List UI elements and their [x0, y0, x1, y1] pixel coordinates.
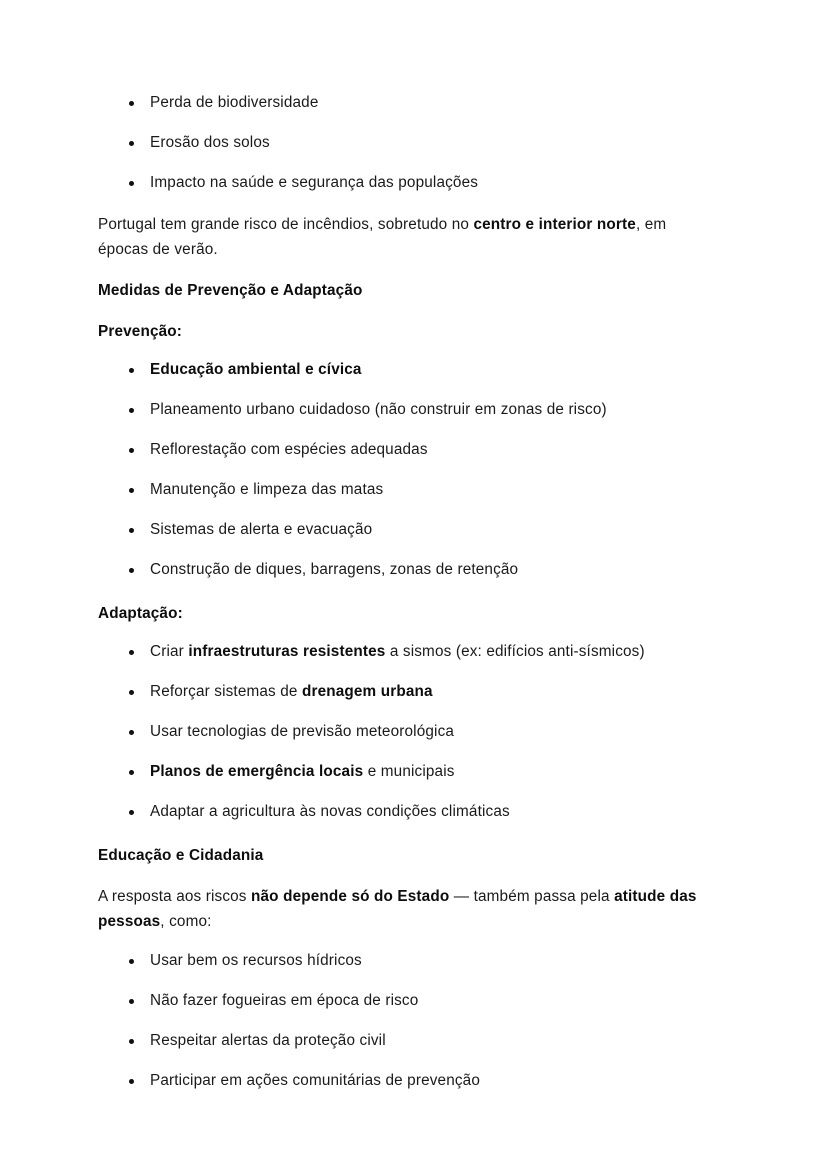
portugal-risk-paragraph [98, 212, 712, 262]
list-item [98, 399, 712, 421]
paragraph-text-part3: , como: [160, 913, 212, 930]
heading-measures: Medidas de Prevenção e Adaptação [98, 282, 363, 299]
bullet-icon [129, 1079, 134, 1084]
spacer [98, 581, 712, 601]
spacer [98, 823, 712, 843]
list-item [98, 132, 712, 154]
spacer [98, 194, 712, 212]
list-item [98, 519, 712, 541]
paragraph-text-part2: , em épocas de verão. [98, 216, 667, 258]
bullet-icon [129, 730, 134, 735]
list-item [98, 1030, 712, 1052]
list-item [98, 439, 712, 461]
list-item [98, 479, 712, 501]
spacer [98, 303, 712, 319]
list-item [98, 559, 712, 581]
list-item-label: Respeitar alertas da proteção civil [150, 1032, 386, 1049]
list-item-prefix: Criar [150, 643, 189, 660]
list-item [98, 641, 712, 663]
heading-prevention: Prevenção: [98, 323, 183, 340]
list-item-label: Planeamento urbano cuidadoso (não construir em zonas de risco) [150, 401, 607, 418]
list-item-label: Não fazer fogueiras em época de risco [150, 992, 419, 1009]
list-item-bold: infraestruturas resistentes [188, 643, 386, 660]
paragraph-text-part2: — também passa pela [449, 888, 615, 905]
bullet-icon [129, 810, 134, 815]
list-item-bold: Educação ambiental e cívica [150, 361, 362, 378]
prevention-list [98, 359, 712, 581]
spacer [98, 626, 712, 641]
spacer [98, 868, 712, 884]
bullet-icon [129, 181, 134, 186]
bullet-icon [129, 690, 134, 695]
spacer [98, 344, 712, 359]
list-item-label: Sistemas de alerta e evacuação [150, 521, 373, 538]
list-item-suffix: e municipais [363, 763, 455, 780]
bullet-icon [129, 999, 134, 1004]
list-item [98, 950, 712, 972]
list-item-label: Manutenção e limpeza das matas [150, 481, 384, 498]
education-paragraph [98, 884, 712, 934]
list-item-label: Participar em ações comunitárias de prevenção [150, 1072, 480, 1089]
list-item [98, 172, 712, 194]
list-item-bold: drenagem urbana [301, 683, 433, 700]
list-item [98, 990, 712, 1012]
bullet-icon [129, 959, 134, 964]
bullet-icon [129, 408, 134, 413]
list-item-suffix: a sismos (ex: edifícios anti-sísmicos) [385, 643, 645, 660]
adaptation-list [98, 641, 712, 823]
citizenship-list [98, 950, 712, 1092]
paragraph-bold-attitude: atitude das pessoas [98, 888, 697, 930]
list-item [98, 681, 712, 703]
bullet-icon [129, 770, 134, 775]
paragraph-text-part1: Portugal tem grande risco de incêndios, sobretudo no [98, 216, 474, 233]
list-item-prefix: Adaptar a agricultura às novas condições climáticas [150, 803, 510, 820]
list-item [98, 1070, 712, 1092]
list-item-label: Impacto na saúde e segurança das populações [150, 174, 479, 191]
paragraph-bold-state: não depende só do Estado [251, 888, 450, 905]
bullet-icon [129, 141, 134, 146]
bullet-icon [129, 488, 134, 493]
bullet-icon [129, 448, 134, 453]
list-item-label: Construção de diques, barragens, zonas de retenção [150, 561, 519, 578]
impacts-list [98, 92, 712, 194]
spacer [98, 262, 712, 278]
list-item [98, 721, 712, 743]
list-item-label: Reflorestação com espécies adequadas [150, 441, 428, 458]
bullet-icon [129, 1039, 134, 1044]
document-content [98, 92, 712, 1092]
list-item-bold: Planos de emergência locais [150, 763, 364, 780]
spacer [98, 934, 712, 950]
bullet-icon [129, 568, 134, 573]
heading-education: Educação e Cidadania [98, 847, 264, 864]
list-item [98, 359, 712, 381]
paragraph-bold-region: centro e interior norte [473, 216, 636, 233]
paragraph-text-part1: A resposta aos riscos [98, 888, 252, 905]
heading-adaptation: Adaptação: [98, 605, 183, 622]
bullet-icon [129, 368, 134, 373]
list-item-prefix: Usar tecnologias de previsão meteorológica [150, 723, 455, 740]
list-item-label: Erosão dos solos [150, 134, 270, 151]
bullet-icon [129, 528, 134, 533]
list-item [98, 92, 712, 114]
bullet-icon [129, 101, 134, 106]
bullet-icon [129, 650, 134, 655]
list-item [98, 761, 712, 783]
list-item [98, 801, 712, 823]
list-item-label: Perda de biodiversidade [150, 94, 319, 111]
list-item-label: Usar bem os recursos hídricos [150, 952, 362, 969]
list-item-prefix: Reforçar sistemas de [150, 683, 302, 700]
